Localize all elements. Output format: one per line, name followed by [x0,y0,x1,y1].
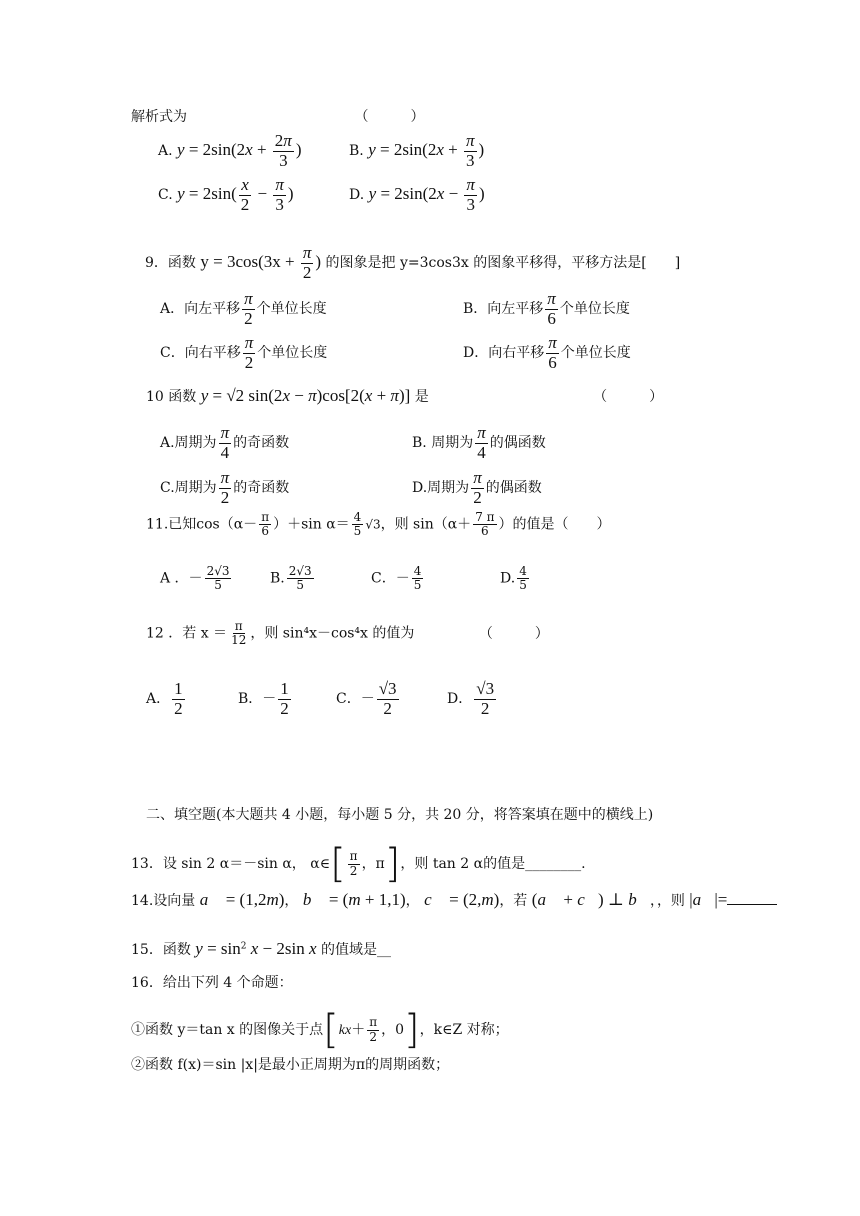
q8-option-c: C. y = 2sin( $\frac{x}{2}$ − $\frac{\pi}{3}$ ) [158,175,294,214]
q8-option-d: D. y = 2sin(2x − $\frac{\pi}{3}$ ) [349,175,485,214]
q12-option-c: C．－ $\frac{√3}{2}$ [336,679,397,718]
q14: 14.设向量 a⃗ = (1,2m)， b⃗ = (m + 1,1)， c⃗ = (2,m)，若 (a⃗ + c⃗) ⊥ b⃗，，则 |a⃗|= [131,890,777,910]
q10-option-d: D.周期为 $\frac{\pi}{2}$ 的偶函数 [412,468,542,507]
q8-lead: 解析式为 [131,109,187,125]
q8-stem [131,106,424,126]
q9-option-b: B．向左平移 $\frac{\pi}{6}$ 个单位长度 [463,289,630,328]
q8-paren: （ ） [354,109,425,125]
q9-option-d: D．向右平移 $\frac{\pi}{6}$ 个单位长度 [463,333,631,372]
q13: 13．设 sin 2 α＝－sin α， α∈[ $\frac{\pi}{2}$ ，π]，则 tan 2 α的值是________. [131,841,586,887]
q8-option-b: B. y = 2sin(2x + $\frac{\pi}{3}$ ) [349,131,485,170]
q12-option-d: D． $\frac{√3}{2}$ [447,679,495,718]
q11-stem: 11.已知cos（α－ $\frac{\pi}{6}$ ）＋sin α＝ $\frac{4}{5}$ √3，则 sin（α＋ $\frac{7 \pi}{6}$ ）的值是（ ） [146,510,611,539]
q10-option-a: A.周期为 $\frac{\pi}{4}$ 的奇函数 [160,423,290,462]
q15: 15．函数 $y = \sin^2 x - 2\sin$ x 的值域是__ [131,939,391,958]
q8-option-a: A. y = 2sin(2x + $\frac{2\pi}{3}$ ) [158,131,302,170]
q11-option-d: D. $\frac{4}{5}$ [500,564,527,593]
q9-option-c: C．向右平移 $\frac{\pi}{2}$ 个单位长度 [160,333,328,372]
q12-option-a: A． $\frac{1}{2}$ [146,679,183,718]
q16-proposition-2: ②函数 f(x)＝sin |x|是最小正周期为π的周期函数； [131,1057,450,1073]
q12-option-b: B．－ $\frac{1}{2}$ [238,679,289,718]
q12-stem: 12 ．若 x ＝ $\frac{\pi}{12}$ ，则 sin⁴x－cos⁴x 的值为 （ ） [146,619,549,648]
q10-option-b: B. 周期为 $\frac{\pi}{4}$ 的偶函数 [412,423,546,462]
section-heading: 二、填空题(本大题共 4 小题，每小题 5 分，共 20 分，将答案填在题中的横线上) [146,807,654,823]
q10-stem: 10 函数 y = √2 sin(2x − π)cos[2(x + π)] 是 （ ） [146,386,664,405]
q11-option-c: C．－ $\frac{4}{5}$ [371,564,422,593]
q10-option-c: C.周期为 $\frac{\pi}{2}$ 的奇函数 [160,468,290,507]
q11-option-b: B. $\frac{2√3}{5}$ [270,564,312,593]
q9-stem: 9．函数 y = 3cos(3x + $\frac{\pi}{2}$ ) 的图象是把 y=3cos3x 的图象平移得，平移方法是[ ] [145,243,681,282]
q16-stem: 16．给出下列 4 个命题： [131,975,293,991]
q9-option-a: A．向左平移 $\frac{\pi}{2}$ 个单位长度 [160,289,327,328]
q11-option-a: A ．－ $\frac{2√3}{5}$ [160,564,230,593]
q16-proposition-1: ①函数 y＝tan x 的图像关于点[kx＋ $\frac{\pi}{2}$ ，0]，k∈Z 对称； [131,1007,509,1053]
